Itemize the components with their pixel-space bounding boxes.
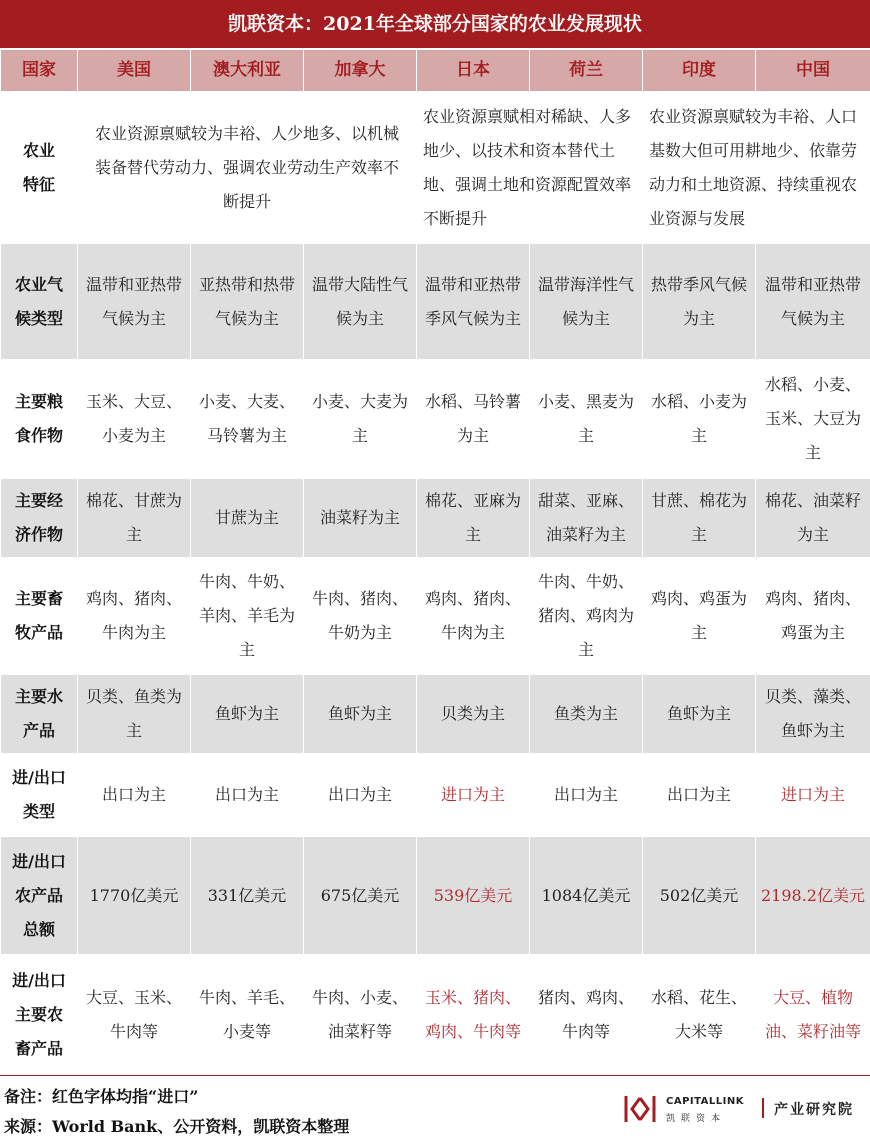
table-cell: 温带大陆性气候为主 bbox=[304, 244, 417, 360]
row-label-trade-value bbox=[1, 837, 78, 955]
table-cell: 鱼虾为主 bbox=[191, 675, 304, 754]
table-cell-import: 进口为主 bbox=[417, 754, 530, 837]
table-cell: 鸡肉、猪肉、牛肉为主 bbox=[78, 558, 191, 675]
footer-note: 备注：红色字体均指“进口” bbox=[4, 1084, 198, 1107]
capitallink-logo bbox=[622, 1090, 870, 1130]
row-cash-crops bbox=[1, 479, 870, 558]
table-cell: 502亿美元 bbox=[643, 837, 756, 955]
logo-english-text: CAPITALLINK bbox=[666, 1096, 744, 1107]
table-cell: 出口为主 bbox=[530, 754, 643, 837]
row-label-climate bbox=[1, 244, 78, 360]
row-label-text: 农业气 候类型 bbox=[15, 275, 63, 328]
header-country-netherlands: 荷兰 bbox=[530, 50, 643, 92]
table-cell: 小麦、大麦、马铃薯为主 bbox=[191, 360, 304, 479]
table-cell: 鱼虾为主 bbox=[643, 675, 756, 754]
table-cell: 棉花、甘蔗为主 bbox=[78, 479, 191, 558]
table-cell: 出口为主 bbox=[643, 754, 756, 837]
logo-chinese-text: 凯联资本 bbox=[666, 1111, 726, 1124]
table-cell-import: 539亿美元 bbox=[417, 837, 530, 955]
table-cell-import: 2198.2亿美元 bbox=[756, 837, 870, 955]
row-climate bbox=[1, 244, 870, 360]
table-cell: 1770亿美元 bbox=[78, 837, 191, 955]
header-country-australia: 澳大利亚 bbox=[191, 50, 304, 92]
row-aquatic bbox=[1, 675, 870, 754]
page-title: 凯联资本：2021年全球部分国家的农业发展现状 bbox=[0, 0, 870, 48]
table-cell: 出口为主 bbox=[78, 754, 191, 837]
row-label-text: 主要经 济作物 bbox=[15, 491, 63, 544]
table-cell: 棉花、油菜籽为主 bbox=[756, 479, 870, 558]
table-cell: 小麦、大麦为主 bbox=[304, 360, 417, 479]
feature-group-2 bbox=[417, 92, 643, 244]
table-cell: 贝类为主 bbox=[417, 675, 530, 754]
table-cell: 温带海洋性气候为主 bbox=[530, 244, 643, 360]
row-label-livestock bbox=[1, 558, 78, 675]
header-country-india: 印度 bbox=[643, 50, 756, 92]
table-cell: 小麦、黑麦为主 bbox=[530, 360, 643, 479]
table-cell: 牛肉、小麦、油菜籽等 bbox=[304, 955, 417, 1075]
table-cell: 675亿美元 bbox=[304, 837, 417, 955]
row-label-text: 进/出口 农产品 总额 bbox=[12, 852, 66, 939]
table-cell: 甘蔗、棉花为主 bbox=[643, 479, 756, 558]
feature-group-1 bbox=[78, 92, 417, 244]
row-label-text: 农业 特征 bbox=[23, 141, 55, 194]
table-cell: 甜菜、亚麻、油菜籽为主 bbox=[530, 479, 643, 558]
row-grain bbox=[1, 360, 870, 479]
table-cell: 牛肉、羊毛、小麦等 bbox=[191, 955, 304, 1075]
table-cell: 牛肉、猪肉、牛奶为主 bbox=[304, 558, 417, 675]
table-cell: 鱼类为主 bbox=[530, 675, 643, 754]
table-cell: 温带和亚热带气候为主 bbox=[78, 244, 191, 360]
row-livestock bbox=[1, 558, 870, 675]
row-label-aquatic bbox=[1, 675, 78, 754]
table-cell: 贝类、鱼类为主 bbox=[78, 675, 191, 754]
table-cell: 热带季风气候为主 bbox=[643, 244, 756, 360]
feature-group-2-text: 农业资源禀赋相对稀缺、人多地少、以技术和资本替代土地、强调土地和资源配置效率不断提升 bbox=[423, 107, 631, 228]
table-cell: 棉花、亚麻为主 bbox=[417, 479, 530, 558]
table-cell-import: 大豆、植物油、菜籽油等 bbox=[756, 955, 870, 1075]
table-cell: 大豆、玉米、牛肉等 bbox=[78, 955, 191, 1075]
header-country-japan: 日本 bbox=[417, 50, 530, 92]
table-header-row bbox=[1, 50, 870, 92]
row-trade-products bbox=[1, 955, 870, 1075]
table-cell: 水稻、马铃薯为主 bbox=[417, 360, 530, 479]
table-cell: 出口为主 bbox=[304, 754, 417, 837]
table-cell: 甘蔗为主 bbox=[191, 479, 304, 558]
table-cell: 水稻、小麦、玉米、大豆为主 bbox=[756, 360, 870, 479]
capitallink-logo-icon bbox=[622, 1092, 658, 1126]
footer-source: 来源：World Bank、公开资料，凯联资本整理 bbox=[4, 1114, 349, 1137]
row-label-text: 主要粮 食作物 bbox=[15, 392, 63, 445]
table-cell: 水稻、花生、大米等 bbox=[643, 955, 756, 1075]
feature-group-1-text: 农业资源禀赋较为丰裕、人少地多、以机械装备替代劳动力、强调农业劳动生产效率不断提升 bbox=[95, 124, 399, 211]
row-trade-type bbox=[1, 754, 870, 837]
institute-label: 产业研究院 bbox=[774, 1099, 854, 1119]
header-country-canada: 加拿大 bbox=[304, 50, 417, 92]
header-country-usa: 美国 bbox=[78, 50, 191, 92]
row-label-trade-products bbox=[1, 955, 78, 1075]
row-label-text: 主要畜 牧产品 bbox=[15, 589, 63, 642]
header-country-china: 中国 bbox=[756, 50, 870, 92]
table-cell: 猪肉、鸡肉、牛肉等 bbox=[530, 955, 643, 1075]
table-cell: 出口为主 bbox=[191, 754, 304, 837]
table-cell: 温带和亚热带季风气候为主 bbox=[417, 244, 530, 360]
row-label-feature bbox=[1, 92, 78, 244]
table-cell: 温带和亚热带气候为主 bbox=[756, 244, 870, 360]
agriculture-comparison-table bbox=[0, 49, 870, 1075]
table-cell: 油菜籽为主 bbox=[304, 479, 417, 558]
table-cell: 牛肉、牛奶、猪肉、鸡肉为主 bbox=[530, 558, 643, 675]
table-cell: 鸡肉、猪肉、牛肉为主 bbox=[417, 558, 530, 675]
table-cell: 1084亿美元 bbox=[530, 837, 643, 955]
header-country-label: 国家 bbox=[1, 50, 78, 92]
table-cell: 鱼虾为主 bbox=[304, 675, 417, 754]
table-cell: 牛肉、牛奶、羊肉、羊毛为主 bbox=[191, 558, 304, 675]
row-feature bbox=[1, 92, 870, 244]
table-cell: 玉米、大豆、小麦为主 bbox=[78, 360, 191, 479]
table-cell: 贝类、藻类、鱼虾为主 bbox=[756, 675, 870, 754]
table-cell: 鸡肉、鸡蛋为主 bbox=[643, 558, 756, 675]
feature-group-3 bbox=[643, 92, 870, 244]
table-cell: 331亿美元 bbox=[191, 837, 304, 955]
row-label-grain bbox=[1, 360, 78, 479]
table-cell: 亚热带和热带气候为主 bbox=[191, 244, 304, 360]
footer bbox=[0, 1075, 870, 1148]
table-cell-import: 玉米、猪肉、鸡肉、牛肉等 bbox=[417, 955, 530, 1075]
table-cell: 水稻、小麦为主 bbox=[643, 360, 756, 479]
row-label-text: 进/出口 类型 bbox=[12, 768, 66, 821]
row-label-cash bbox=[1, 479, 78, 558]
row-trade-value bbox=[1, 837, 870, 955]
table-cell: 鸡肉、猪肉、鸡蛋为主 bbox=[756, 558, 870, 675]
feature-group-3-text: 农业资源禀赋较为丰裕、人口基数大但可用耕地少、依靠劳动力和土地资源、持续重视农业资源与发展 bbox=[649, 107, 857, 228]
table-cell-import: 进口为主 bbox=[756, 754, 870, 837]
row-label-text: 主要水 产品 bbox=[15, 687, 63, 740]
row-label-text: 进/出口 主要农 畜产品 bbox=[12, 971, 66, 1058]
row-label-trade-type bbox=[1, 754, 78, 837]
logo-divider bbox=[762, 1098, 764, 1118]
